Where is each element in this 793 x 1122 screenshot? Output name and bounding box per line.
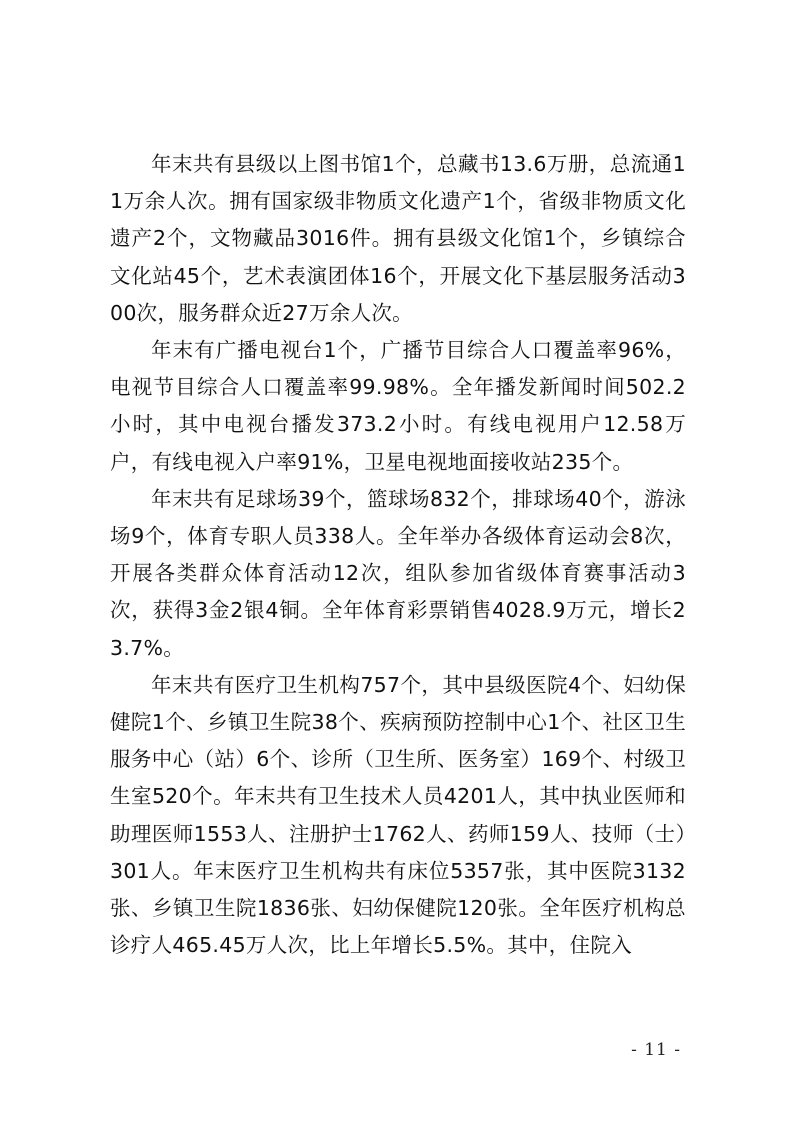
- document-body: [110, 146, 686, 964]
- paragraph-sports: 年末共有足球场39个，篮球场832个，排球场40个，游泳场9个，体育专职人员338人。全年举办各级体育运动会8次，开展各类群众体育活动12次，组队参加省级体育赛事活动3次，获得3金2银4铜。全年体育彩票销售4028.9万元，增长23.7%。: [110, 486, 686, 660]
- paragraph-culture: 年末共有县级以上图书馆1个，总藏书13.6万册，总流通11万余人次。拥有国家级非物质文化遗产1个，省级非物质文化遗产2个，文物藏品3016件。拥有县级文化馆1个，乡镇综合文化站45个，艺术表演团体16个，开展文化下基层服务活动300次，服务群众近27万余人次。: [110, 152, 686, 325]
- paragraph-broadcasting: 年末有广播电视台1个，广播节目综合人口覆盖率96%，电视节目综合人口覆盖率99.98%。全年播发新闻时间502.2小时，其中电视台播发373.2小时。有线电视用户12.58万户，有线电视入户率91%，卫星电视地面接收站235个。: [110, 338, 686, 474]
- paragraph-healthcare: 年末共有医疗卫生机构757个，其中县级医院4个、妇幼保健院1个、乡镇卫生院38个、疾病预防控制中心1个、社区卫生服务中心（站）6个、诊所（卫生所、医务室）169个、村级卫生室520个。年末共有卫生技术人员4201人，其中执业医师和助理医师1553人、注册护士1762人、药师159人、技师（士）301人。年末医疗卫生机构共有床位5357张，其中医院3132张、乡镇卫生院1836张、妇幼保健院120张。全年医疗机构总诊疗人465.45万人次，比上年增长5.5%。其中，住院入: [110, 672, 686, 958]
- page-number: - 11 -: [631, 1040, 681, 1060]
